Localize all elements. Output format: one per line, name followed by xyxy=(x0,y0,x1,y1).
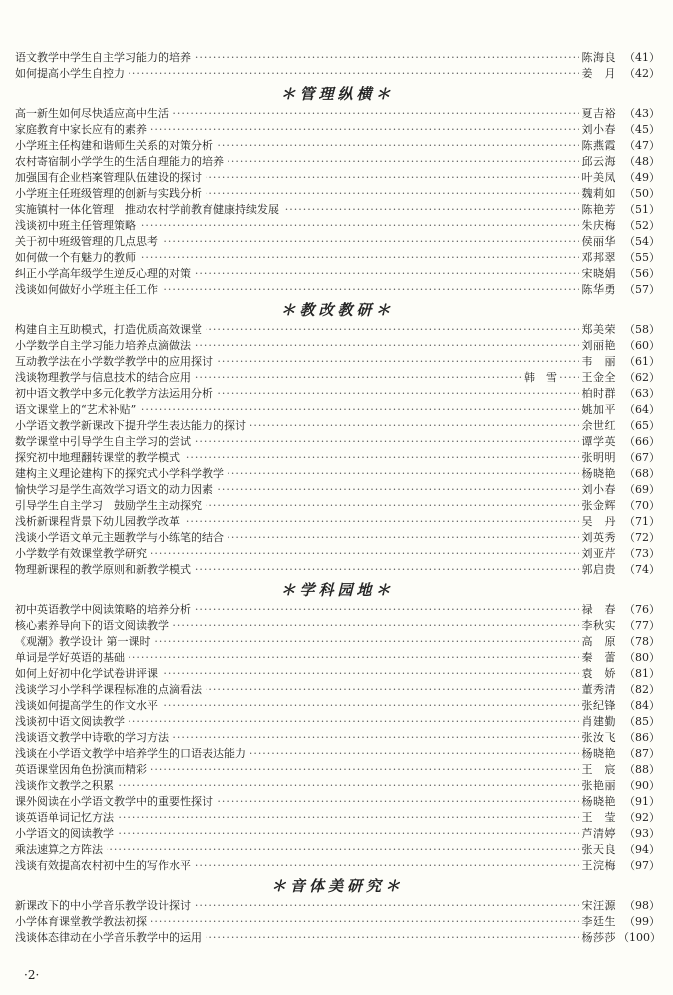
entry-page-number: （50） xyxy=(624,187,660,200)
toc-entry[interactable] xyxy=(15,418,660,434)
toc-entry[interactable] xyxy=(15,858,660,874)
toc-entry[interactable] xyxy=(15,66,660,82)
entry-title: 物理新课程的教学原则和新教学模式 xyxy=(15,562,195,578)
entry-author: 张汝飞 xyxy=(579,730,617,746)
entry-page-number: （93） xyxy=(624,827,660,840)
toc-entry[interactable] xyxy=(15,650,660,666)
entry-author: 夏吉裕 xyxy=(579,106,617,122)
entry-author: 张明明 xyxy=(579,450,617,466)
entry-page-number: （73） xyxy=(624,547,660,560)
entry-title: 农村寄宿制小学学生的生活自理能力的培养 xyxy=(15,154,228,170)
toc-entry[interactable] xyxy=(15,634,660,650)
entry-title: 谈英语单词记忆方法 xyxy=(15,810,118,826)
entry-author: 高 原 xyxy=(579,634,617,650)
entry-author: 芦清婷 xyxy=(579,826,617,842)
entry-title: 浅谈学习小学科学课程标准的点滴看法 xyxy=(15,682,206,698)
entry-title: 建构主义理论建构下的探究式小学科学教学 xyxy=(15,466,228,482)
toc-entry[interactable] xyxy=(15,898,660,914)
entry-title: 英语课堂因角色扮演而精彩 xyxy=(15,762,151,778)
toc-entry[interactable] xyxy=(15,810,660,826)
table-of-contents xyxy=(15,50,660,946)
entry-title: 小学数学自主学习能力培养点滴做法 xyxy=(15,338,195,354)
entry-page-number: （77） xyxy=(624,619,660,632)
toc-entry[interactable] xyxy=(15,402,660,418)
entry-page-number: （55） xyxy=(624,251,660,264)
entry-page-number: （86） xyxy=(624,731,660,744)
toc-entry[interactable] xyxy=(15,778,660,794)
entry-title: 小学体育课堂教学教法初探 xyxy=(15,914,151,930)
toc-entry[interactable] xyxy=(15,498,660,514)
entry-page-number: （62） xyxy=(624,371,660,384)
toc-entry[interactable] xyxy=(15,266,660,282)
entry-title: 初中英语教学中阅读策略的培养分析 xyxy=(15,602,195,618)
entry-author: 肖建勤 xyxy=(579,714,617,730)
entry-author: 袁 娇 xyxy=(579,666,617,682)
entry-author: 刘小春 xyxy=(579,122,617,138)
entry-page-number: （90） xyxy=(624,779,660,792)
entry-title: 互动教学法在小学数学教学中的应用探讨 xyxy=(15,354,217,370)
toc-entry[interactable] xyxy=(15,250,660,266)
entry-title: 如何做一个有魅力的教师 xyxy=(15,250,140,266)
entry-co-author: 韩 雪 xyxy=(521,370,560,386)
section-heading: ＊音体美研究＊ xyxy=(270,877,404,895)
entry-title: 探究初中地理翻转课堂的教学模式 xyxy=(15,450,184,466)
entry-title: 浅谈小学语文单元主题教学与小练笔的结合 xyxy=(15,530,228,546)
entry-title: 课外阅读在小学语文教学中的重要性探讨 xyxy=(15,794,217,810)
toc-entry[interactable] xyxy=(15,546,660,562)
entry-title: 小学班主任构建和谐师生关系的对策分析 xyxy=(15,138,217,154)
entry-page-number: （69） xyxy=(624,483,660,496)
entry-author: 杨晓艳 xyxy=(579,794,617,810)
toc-entry[interactable] xyxy=(15,354,660,370)
entry-title: 浅谈初中班主任管理策略 xyxy=(15,218,140,234)
entry-title: 小学语文教学新课改下提升学生表达能力的探讨 xyxy=(15,418,250,434)
toc-entry[interactable] xyxy=(15,370,660,386)
entry-title: 家庭教育中家长应有的素养 xyxy=(15,122,151,138)
entry-title: 浅谈初中语文阅读教学 xyxy=(15,714,129,730)
entry-page-number: （84） xyxy=(624,699,660,712)
entry-page-number: （100） xyxy=(618,931,661,944)
entry-author: 刘英秀 xyxy=(579,530,617,546)
toc-entry[interactable] xyxy=(15,218,660,234)
entry-page-number: （72） xyxy=(624,531,660,544)
entry-title: 乘法速算之方阵法 xyxy=(15,842,107,858)
toc-entry[interactable] xyxy=(15,338,660,354)
toc-entry[interactable] xyxy=(15,138,660,154)
entry-title: 语文课堂上的“艺术补贴” xyxy=(15,402,140,418)
entry-page-number: （78） xyxy=(624,635,660,648)
entry-author: 邓邦翠 xyxy=(579,250,617,266)
entry-author: 李廷生 xyxy=(579,914,617,930)
entry-title: 浅谈在小学语文教学中培养学生的口语表达能力 xyxy=(15,746,250,762)
entry-author: 谭学英 xyxy=(579,434,617,450)
entry-title: 构建自主互助模式，打造优质高效课堂 xyxy=(15,322,206,338)
entry-page-number: （61） xyxy=(624,355,660,368)
entry-page-number: （48） xyxy=(624,155,660,168)
entry-author: 侯丽华 xyxy=(579,234,617,250)
entry-page-number: （85） xyxy=(624,715,660,728)
toc-entry[interactable] xyxy=(15,482,660,498)
entry-page-number: （54） xyxy=(624,235,660,248)
entry-author: 杨晓艳 xyxy=(579,746,617,762)
toc-entry[interactable] xyxy=(15,562,660,578)
entry-title: 浅谈如何提高学生的作文水平 xyxy=(15,698,162,714)
entry-page-number: （56） xyxy=(624,267,660,280)
entry-author: 吴 丹 xyxy=(579,514,617,530)
entry-title: 小学语文的阅读教学 xyxy=(15,826,118,842)
entry-author: 陈华勇 xyxy=(579,282,617,298)
entry-page-number: （49） xyxy=(624,171,660,184)
entry-page-number: （94） xyxy=(624,843,660,856)
entry-title: 新课改下的中小学音乐教学设计探讨 xyxy=(15,898,195,914)
entry-title: 愉快学习是学生高效学习语文的动力因素 xyxy=(15,482,217,498)
entry-title: 单词是学好英语的基础 xyxy=(15,650,129,666)
toc-entry[interactable] xyxy=(15,466,660,482)
entry-page-number: （81） xyxy=(624,667,660,680)
entry-page-number: （67） xyxy=(624,451,660,464)
entry-page-number: （65） xyxy=(624,419,660,432)
toc-entry[interactable] xyxy=(15,602,660,618)
entry-author: 张金辉 xyxy=(579,498,617,514)
entry-author: 禄 春 xyxy=(579,602,617,618)
entry-page-number: （63） xyxy=(624,387,660,400)
entry-author: 张天良 xyxy=(579,842,617,858)
entry-title: 浅析新课程背景下幼儿园教学改革 xyxy=(15,514,184,530)
entry-author: 王金全 xyxy=(579,370,617,386)
entry-title: 纠正小学高年级学生逆反心理的对策 xyxy=(15,266,195,282)
toc-entry[interactable] xyxy=(15,746,660,762)
toc-entry[interactable] xyxy=(15,154,660,170)
entry-author: 秦 蕾 xyxy=(579,650,617,666)
toc-entry[interactable] xyxy=(15,434,660,450)
toc-entry[interactable] xyxy=(15,202,660,218)
entry-author: 余世红 xyxy=(579,418,617,434)
entry-author: 陈燕霞 xyxy=(579,138,617,154)
toc-entry[interactable] xyxy=(15,386,660,402)
entry-page-number: （47） xyxy=(624,139,660,152)
entry-title: 实施镇村一体化管理 推动农村学前教育健康持续发展 xyxy=(15,202,283,218)
entry-page-number: （76） xyxy=(624,603,660,616)
toc-entry[interactable] xyxy=(15,122,660,138)
toc-entry[interactable] xyxy=(15,698,660,714)
entry-page-number: （71） xyxy=(624,515,660,528)
toc-entry[interactable] xyxy=(15,514,660,530)
entry-page-number: （58） xyxy=(624,323,660,336)
entry-author: 韦 丽 xyxy=(579,354,617,370)
entry-page-number: （51） xyxy=(624,203,660,216)
entry-page-number: （42） xyxy=(624,67,660,80)
toc-entry[interactable] xyxy=(15,530,660,546)
entry-title: 浅谈如何做好小学班主任工作 xyxy=(15,282,162,298)
entry-author: 王 莹 xyxy=(579,810,617,826)
toc-entry[interactable] xyxy=(15,794,660,810)
entry-page-number: （80） xyxy=(624,651,660,664)
entry-author: 杨莎莎 xyxy=(579,930,617,946)
toc-entry[interactable] xyxy=(15,170,660,186)
entry-title: 浅谈体态律动在小学音乐教学中的运用 xyxy=(15,930,206,946)
entry-title: 如何上好初中化学试卷讲评课 xyxy=(15,666,162,682)
entry-page-number: （97） xyxy=(624,859,660,872)
toc-entry[interactable] xyxy=(15,106,660,122)
entry-author: 宋晓娟 xyxy=(579,266,617,282)
entry-page-number: （57） xyxy=(624,283,660,296)
toc-entry[interactable] xyxy=(15,186,660,202)
entry-title: 初中语文教学中多元化教学方法运用分析 xyxy=(15,386,217,402)
entry-page-number: （52） xyxy=(624,219,660,232)
entry-author: 董秀清 xyxy=(579,682,617,698)
entry-author: 张纪锋 xyxy=(579,698,617,714)
entry-author: 李秋实 xyxy=(579,618,617,634)
entry-page-number: （66） xyxy=(624,435,660,448)
entry-author: 陈艳芳 xyxy=(579,202,617,218)
toc-entry[interactable] xyxy=(15,842,660,858)
entry-page-number: （45） xyxy=(624,123,660,136)
entry-author: 郑美荣 xyxy=(579,322,617,338)
entry-page-number: （70） xyxy=(624,499,660,512)
entry-page-number: （64） xyxy=(624,403,660,416)
entry-author: 刘小春 xyxy=(579,482,617,498)
entry-title: 引导学生自主学习 鼓励学生主动探究 xyxy=(15,498,206,514)
entry-title: 小学班主任班级管理的创新与实践分析 xyxy=(15,186,206,202)
entry-author: 宋汪源 xyxy=(579,898,617,914)
entry-page-number: （60） xyxy=(624,339,660,352)
section-heading: ＊管理纵横＊ xyxy=(280,85,395,103)
entry-page-number: （91） xyxy=(624,795,660,808)
entry-author: 邱云海 xyxy=(579,154,617,170)
toc-entry[interactable] xyxy=(15,682,660,698)
page-number: ·2· xyxy=(24,968,40,982)
entry-title: 数学课堂中引导学生自主学习的尝试 xyxy=(15,434,195,450)
entry-author: 杨晓艳 xyxy=(579,466,617,482)
entry-author: 柏时群 xyxy=(579,386,617,402)
toc-entry[interactable] xyxy=(15,826,660,842)
toc-entry[interactable] xyxy=(15,914,660,930)
entry-page-number: （68） xyxy=(624,467,660,480)
entry-author: 王浣梅 xyxy=(579,858,617,874)
entry-author: 王 宸 xyxy=(579,762,617,778)
entry-author: 郭启贵 xyxy=(579,562,617,578)
entry-page-number: （41） xyxy=(624,51,660,64)
entry-title: 《观潮》教学设计 第一课时 xyxy=(15,634,155,650)
entry-author: 叶美凤 xyxy=(579,170,617,186)
entry-page-number: （88） xyxy=(624,763,660,776)
toc-entry[interactable] xyxy=(15,714,660,730)
entry-author: 朱庆梅 xyxy=(579,218,617,234)
entry-title: 高一新生如何尽快适应高中生活 xyxy=(15,106,173,122)
entry-page-number: （92） xyxy=(624,811,660,824)
entry-page-number: （43） xyxy=(624,107,660,120)
entry-page-number: （98） xyxy=(624,899,660,912)
toc-entry[interactable] xyxy=(15,234,660,250)
toc-entry[interactable] xyxy=(15,930,660,946)
toc-entry[interactable] xyxy=(15,666,660,682)
entry-page-number: （74） xyxy=(624,563,660,576)
toc-entry[interactable] xyxy=(15,730,660,746)
entry-title: 如何提高小学生自控力 xyxy=(15,66,129,82)
toc-entry[interactable] xyxy=(15,450,660,466)
toc-entry[interactable] xyxy=(15,322,660,338)
entry-author: 魏莉如 xyxy=(579,186,617,202)
toc-entry[interactable] xyxy=(15,282,660,298)
toc-entry[interactable] xyxy=(15,618,660,634)
entry-page-number: （87） xyxy=(624,747,660,760)
entry-author: 陈海良 xyxy=(579,50,617,66)
entry-author: 姚加平 xyxy=(579,402,617,418)
entry-title: 小学数学有效课堂教学研究 xyxy=(15,546,151,562)
entry-page-number: （99） xyxy=(624,915,660,928)
entry-author: 刘丽艳 xyxy=(579,338,617,354)
toc-entry[interactable] xyxy=(15,762,660,778)
entry-title: 核心素养导向下的语文阅读教学 xyxy=(15,618,173,634)
entry-title: 关于初中班级管理的几点思考 xyxy=(15,234,162,250)
section-heading: ＊教改教研＊ xyxy=(280,301,395,319)
entry-author: 姜 月 xyxy=(579,66,617,82)
entry-author: 张艳丽 xyxy=(579,778,617,794)
entry-title: 浅谈有效提高农村初中生的写作水平 xyxy=(15,858,195,874)
entry-author: 刘亚芹 xyxy=(579,546,617,562)
section-heading: ＊学科园地＊ xyxy=(280,581,395,599)
entry-page-number: （82） xyxy=(624,683,660,696)
toc-entry[interactable] xyxy=(15,50,660,66)
entry-title: 浅谈语文教学中诗歌的学习方法 xyxy=(15,730,173,746)
entry-title: 浅谈物理教学与信息技术的结合应用 xyxy=(15,370,195,386)
entry-title: 语文教学中学生自主学习能力的培养 xyxy=(15,50,195,66)
entry-title: 浅谈作文教学之积累 xyxy=(15,778,118,794)
entry-title: 加强国有企业档案管理队伍建设的探讨 xyxy=(15,170,206,186)
